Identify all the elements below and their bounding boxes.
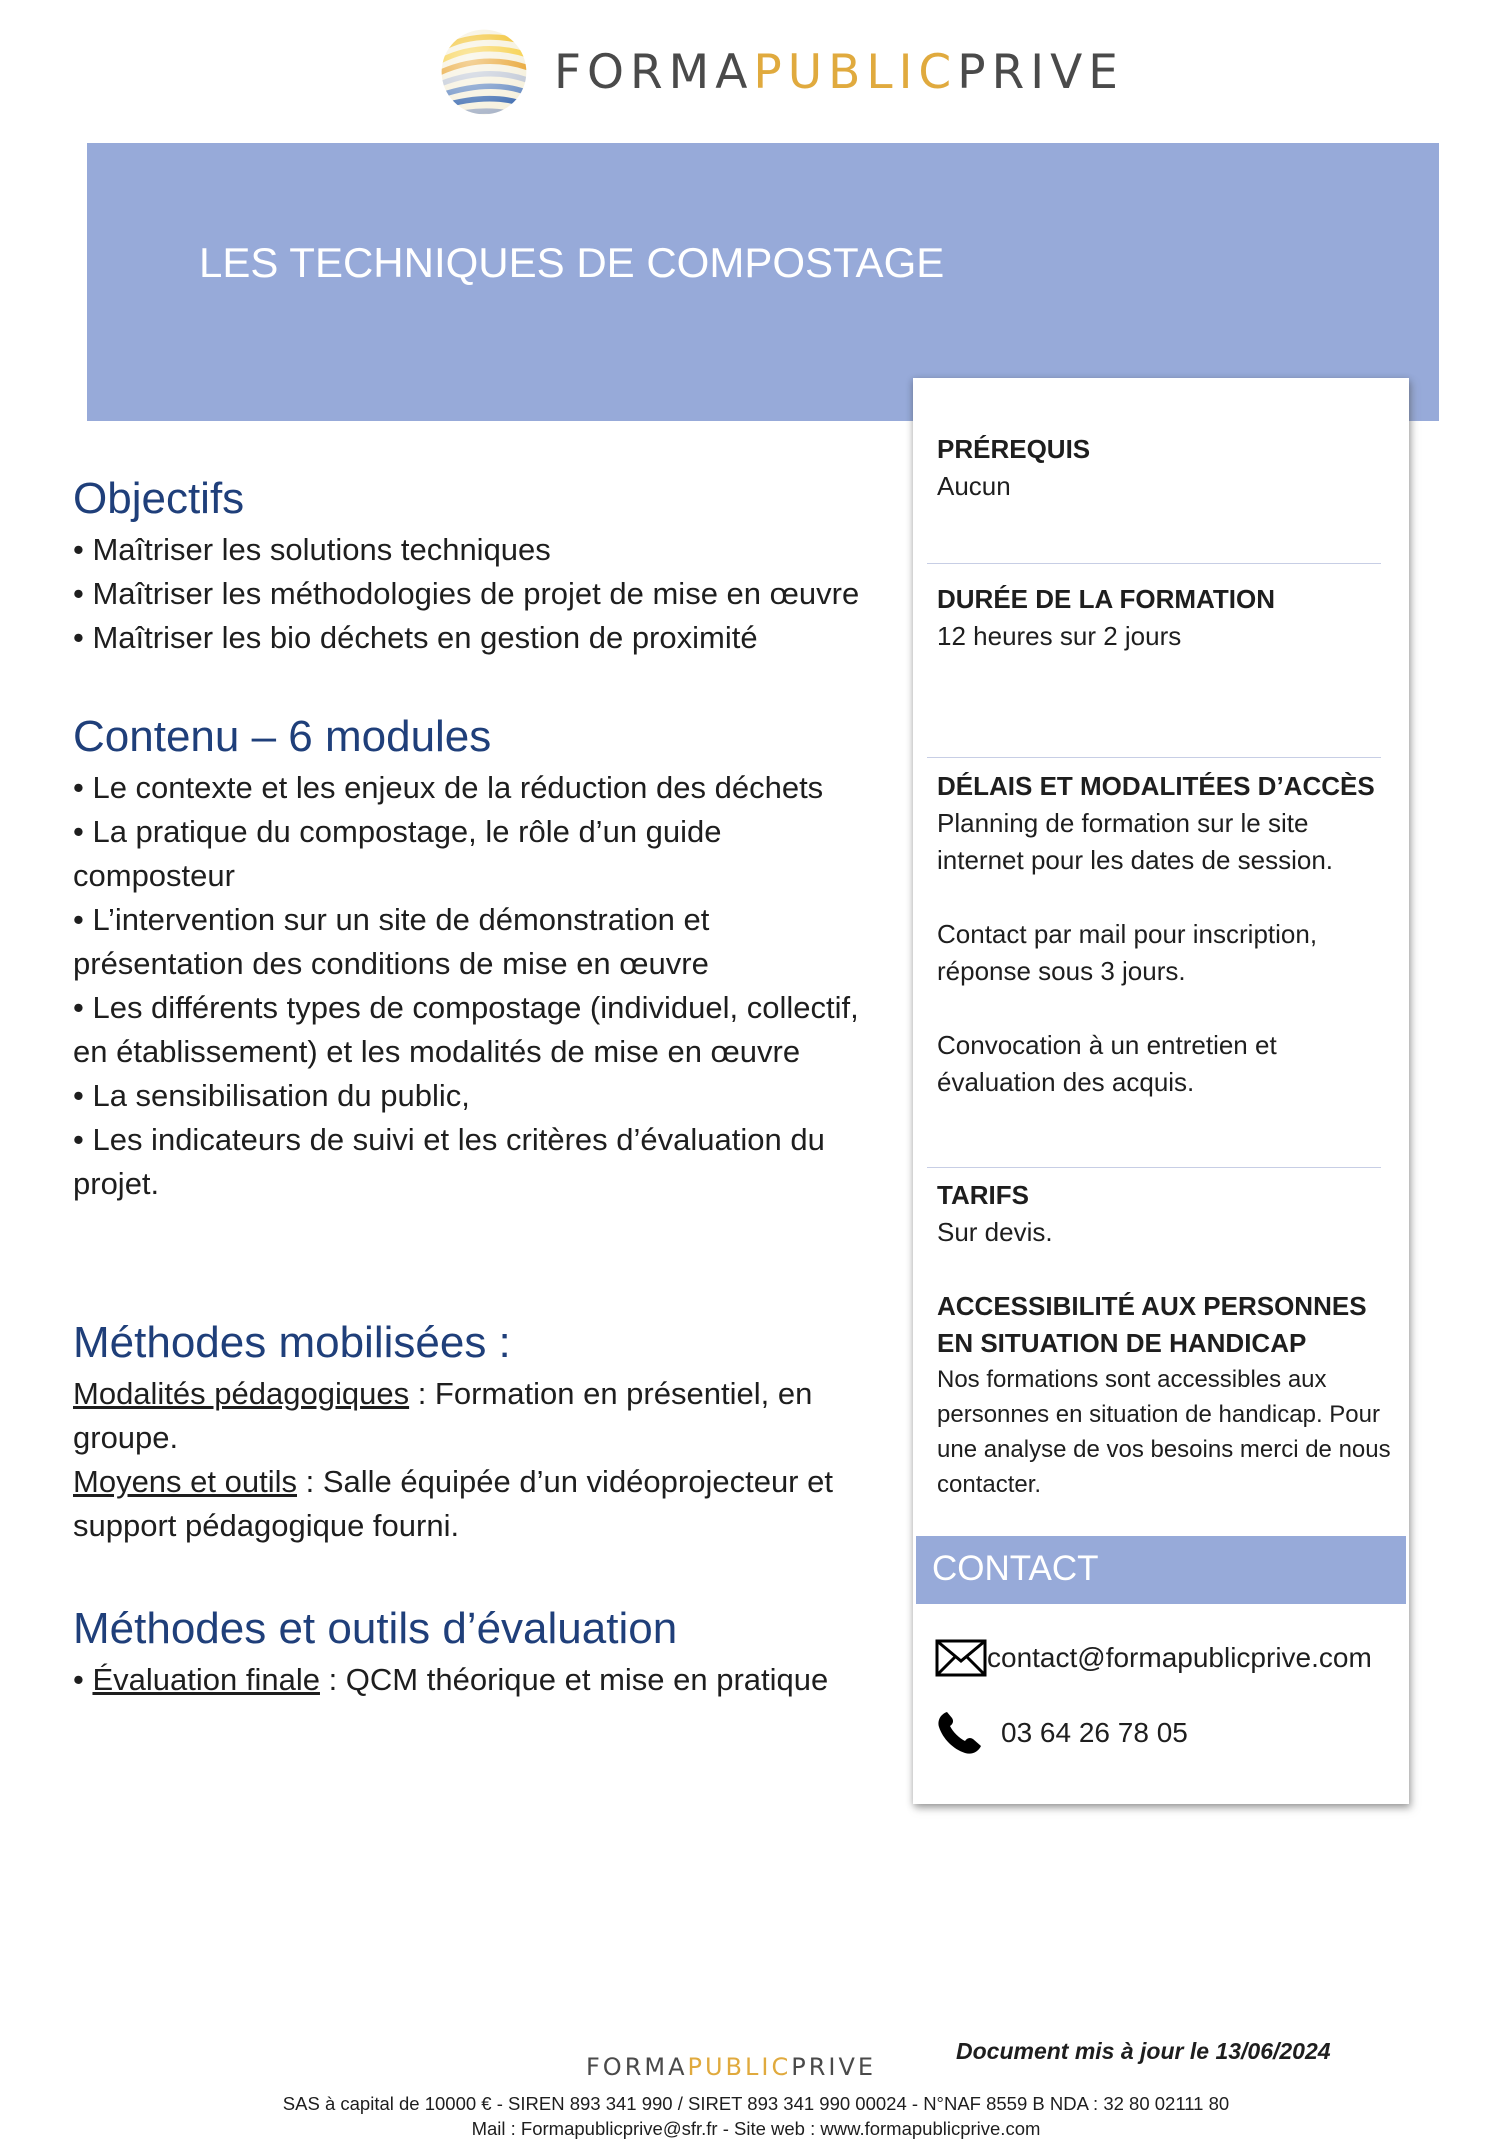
update-date: Document mis à jour le 13/06/2024: [956, 2038, 1331, 2064]
moyens-paragraph: [73, 1460, 873, 1548]
evaluation-bullet: •: [73, 1662, 93, 1697]
prerequis-title: PRÉREQUIS: [937, 434, 1091, 464]
info-sidebar: [913, 378, 1409, 1804]
contact-phone[interactable]: 03 64 26 78 05: [1001, 1717, 1188, 1748]
list-item: • La sensibilisation du public,: [73, 1078, 470, 1113]
methodes-title: Méthodes mobilisées :: [73, 1318, 511, 1367]
contact-email-row[interactable]: [935, 1635, 1372, 1681]
list-item: • Maîtriser les bio déchets en gestion de proximité: [73, 620, 758, 655]
divider: [927, 1167, 1381, 1168]
logo-word-public: PUBLIC: [753, 44, 958, 100]
tarifs-block: [937, 1177, 1397, 1251]
logo-wordmark: [554, 45, 1124, 100]
delais-block: [937, 768, 1397, 1101]
list-item: • Les indicateurs de suivi et les critères d’évaluation du projet.: [73, 1122, 825, 1201]
logo-word-prive: PRIVE: [957, 44, 1124, 100]
divider: [927, 563, 1381, 564]
duree-block: [937, 581, 1397, 655]
company-logo: [438, 26, 1124, 118]
pedagogie-label: Modalités pédagogiques: [73, 1376, 410, 1411]
pedagogie-paragraph: [73, 1372, 873, 1460]
list-item: • L’intervention sur un site de démonstration et présentation des conditions de mise en œuvre: [73, 902, 710, 981]
list-item: • Maîtriser les méthodologies de projet de mise en œuvre: [73, 576, 860, 611]
contact-email[interactable]: contact@formapublicprive.com: [987, 1642, 1372, 1673]
accessibilite-block: [937, 1288, 1397, 1502]
delais-title: DÉLAIS ET MODALITÉES D’ACCÈS: [937, 771, 1375, 801]
prerequis-text: Aucun: [937, 471, 1011, 501]
logo-word-forma: FORMA: [554, 44, 754, 100]
evaluation-text: : QCM théorique et mise en pratique: [319, 1662, 829, 1697]
section-contenu: [73, 708, 873, 1206]
delais-text-3: Convocation à un entretien et évaluation des acquis.: [937, 1030, 1277, 1097]
divider: [927, 757, 1381, 758]
list-item: • La pratique du compostage, le rôle d’un guide composteur: [73, 814, 722, 893]
footer-logo: [586, 2053, 876, 2081]
footer-logo-prive: PRIVE: [791, 2053, 877, 2081]
moyens-label: Moyens et outils: [73, 1464, 297, 1499]
footer-legal: SAS à capital de 10000 € - SIREN 893 341 990 / SIRET 893 341 990 00024 - N°NAF 8559 B NDA : 32 80 02111 80: [282, 2093, 1230, 2114]
accessibilite-text: Nos formations sont accessibles aux personnes en situation de handicap. Pour une analyse de vos besoins merci de nous contacter.: [937, 1366, 1391, 1498]
list-item: • Maîtriser les solutions techniques: [73, 532, 551, 567]
page-title: LES TECHNIQUES DE COMPOSTAGE: [199, 239, 945, 286]
section-methodes: [73, 1314, 873, 1548]
objectifs-title: Objectifs: [73, 474, 245, 523]
delais-text-1: Planning de formation sur le site internet pour les dates de session.: [937, 808, 1334, 875]
prerequis-block: [937, 431, 1397, 505]
duree-text: 12 heures sur 2 jours: [937, 621, 1182, 651]
contact-title: CONTACT: [932, 1549, 1099, 1588]
list-item: • Le contexte et les enjeux de la réduction des déchets: [73, 770, 824, 805]
evaluation-title: Méthodes et outils d’évaluation: [73, 1604, 678, 1653]
tarifs-text: Sur devis.: [937, 1217, 1053, 1247]
moyens-text: : Salle équipée d’un vidéoprojecteur et support pédagogique fourni.: [73, 1464, 833, 1543]
duree-title: DURÉE DE LA FORMATION: [937, 584, 1275, 614]
delais-text-2: Contact par mail pour inscription, réponse sous 3 jours.: [937, 919, 1318, 986]
tarifs-title: TARIFS: [937, 1180, 1029, 1210]
pedagogie-text: : Formation en présentiel, en groupe.: [73, 1376, 813, 1455]
evaluation-paragraph: [73, 1658, 873, 1702]
evaluation-label: Évaluation finale: [92, 1662, 320, 1697]
accessibilite-title: ACCESSIBILITÉ AUX PERSONNES EN SITUATION DE HANDICAP: [937, 1291, 1367, 1358]
footer-logo-forma: FORMA: [586, 2053, 688, 2081]
contact-header: [916, 1536, 1406, 1604]
list-item: • Les différents types de compostage (individuel, collectif, en établissement) et les modalités de mise en œuvre: [73, 990, 859, 1069]
footer-logo-public: PUBLIC: [687, 2053, 792, 2081]
contact-phone-row[interactable]: [935, 1710, 1188, 1756]
globe-logo-icon: [438, 26, 530, 118]
section-objectifs: [73, 470, 873, 660]
phone-icon: [935, 1710, 987, 1756]
section-evaluation: [73, 1600, 873, 1702]
contenu-title: Contenu – 6 modules: [73, 712, 492, 761]
envelope-icon: [935, 1635, 987, 1681]
footer-contact: Mail : Formapublicprive@sfr.fr - Site web : www.formapublicprive.com: [471, 2118, 1041, 2139]
main-content: [73, 470, 873, 1702]
